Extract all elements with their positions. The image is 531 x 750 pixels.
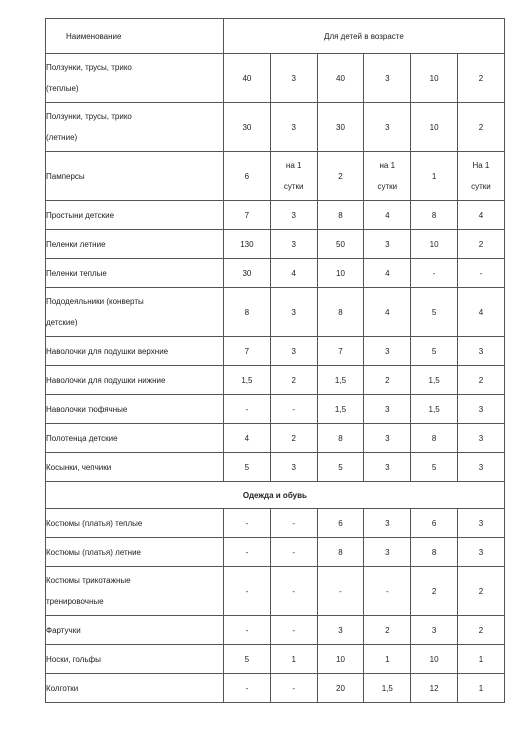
cell-text: - [245,547,249,557]
cell-text: 10 [336,268,345,278]
cell-text: Наволочки для подушки нижние [46,375,166,385]
cell-text: 6 [338,518,343,528]
item-name-cell [46,288,224,337]
table-row [46,424,505,453]
value-cell [224,424,271,453]
value-cell [224,453,271,482]
value-cell [317,230,364,259]
value-cell [364,288,411,337]
value-cell [364,54,411,103]
cell-text: 2 [478,239,484,249]
value-cell [364,395,411,424]
value-cell [457,54,504,103]
cell-text: - [479,268,483,278]
cell-text: 1 [478,683,484,693]
value-cell [270,366,317,395]
cell-text: 3 [385,404,390,414]
cell-text: 10 [429,654,439,664]
value-cell [224,616,271,645]
cell-text: Пеленки летние [46,239,106,249]
value-cell [317,645,364,674]
value-cell [317,288,364,337]
cell-text: - [292,683,296,693]
value-cell [457,366,504,395]
cell-text: 3 [291,307,296,317]
value-cell [270,674,317,703]
item-name-cell [46,230,224,259]
cell-text: Костюмы (платья) теплые [46,518,143,528]
item-name-cell [46,152,224,201]
table-row [46,567,505,616]
value-cell [317,509,364,538]
table-row [46,337,505,366]
value-cell [457,616,504,645]
cell-text: 2 [431,586,437,596]
value-cell [457,259,504,288]
value-cell [364,424,411,453]
value-cell [411,424,458,453]
value-cell [270,288,317,337]
value-cell [224,366,271,395]
cell-text: Носки, гольфы [46,654,101,664]
cell-text: 3 [291,462,296,472]
cell-text: 8 [338,210,343,220]
cell-text: 10 [336,654,345,664]
value-cell [224,645,271,674]
cell-text: - [292,586,296,596]
value-cell [457,103,504,152]
item-name-cell [46,645,224,674]
cell-text: 5 [338,462,343,472]
cell-text: 8 [431,433,437,443]
cell-text: 3 [385,73,390,83]
cell-text: 4 [385,210,390,220]
value-cell [317,259,364,288]
item-name-cell [46,395,224,424]
cell-text: - [432,268,436,278]
cell-text: 1,5 [241,375,253,385]
value-cell [317,152,364,201]
value-cell [364,230,411,259]
cell-text: - [292,518,296,528]
value-cell [224,395,271,424]
value-cell [270,54,317,103]
cell-text: 3 [385,547,390,557]
cell-text: 2 [478,625,484,635]
item-name-cell [46,54,224,103]
table-row [46,201,505,230]
value-cell [364,201,411,230]
value-cell [317,567,364,616]
cell-text: - [292,547,296,557]
value-cell [224,230,271,259]
value-cell [224,201,271,230]
value-cell [224,538,271,567]
value-cell [457,567,504,616]
cell-text: 4 [244,433,250,443]
value-cell [411,337,458,366]
cell-text: 6 [244,171,250,181]
cell-text: 3 [385,239,390,249]
cell-text: Костюмы (платья) летние [46,547,141,557]
cell-text: Пеленки теплые [46,268,107,278]
cell-text: 2 [478,73,484,83]
table-row [46,509,505,538]
cell-text: - [245,586,249,596]
value-cell [317,395,364,424]
table-row [46,645,505,674]
table-row [46,395,505,424]
table-row [46,674,505,703]
value-cell [317,453,364,482]
value-cell [364,538,411,567]
cell-text: 5 [244,462,250,472]
cell-text: 20 [336,683,345,693]
value-cell [457,509,504,538]
value-cell [364,152,411,201]
value-cell [317,674,364,703]
value-cell [317,103,364,152]
cell-text: 4 [478,210,484,220]
value-cell [364,337,411,366]
value-cell [457,453,504,482]
item-name-cell [46,567,224,616]
cell-text: 3 [478,547,484,557]
value-cell [411,567,458,616]
cell-text: Ползунки, трусы, трико [46,63,132,72]
cell-text: 2 [338,171,343,181]
cell-text: 7 [244,346,250,356]
cell-text: 50 [336,239,345,249]
cell-text: Косынки, чепчики [46,462,112,472]
cell-text: 5 [431,346,437,356]
cell-text: 3 [291,239,296,249]
cell-text: Костюмы трикотажные [46,576,131,585]
cell-text: (летние) [46,133,78,142]
item-name-cell [46,259,224,288]
cell-text: 1 [385,654,390,664]
cell-text: на 1 [285,161,302,170]
value-cell [270,616,317,645]
value-cell [364,674,411,703]
table-row [46,288,505,337]
cell-text: 3 [478,404,484,414]
cell-text: - [339,586,342,596]
value-cell [270,395,317,424]
item-name-cell [46,424,224,453]
table-row [46,366,505,395]
cell-text: Полотенца детские [46,433,118,443]
value-cell [457,538,504,567]
table-row [46,103,505,152]
value-cell [317,366,364,395]
cell-text: Простыни детские [46,210,115,220]
cell-text: 2 [291,433,296,443]
cell-text: тренировочные [46,597,104,606]
value-cell [364,645,411,674]
item-name-cell [46,366,224,395]
value-cell [411,509,458,538]
cell-text: 30 [336,122,345,132]
cell-text: 10 [429,73,439,83]
value-cell [364,366,411,395]
cell-text: 8 [431,547,437,557]
cell-text: 4 [385,307,390,317]
value-cell [411,453,458,482]
cell-text: 5 [244,654,250,664]
cell-text: 3 [385,518,390,528]
cell-text: 5 [431,307,437,317]
cell-text: 8 [338,307,343,317]
cell-text: 40 [336,73,345,83]
value-cell [411,645,458,674]
value-cell [317,424,364,453]
cell-text: 3 [385,122,390,132]
value-cell [270,509,317,538]
value-cell [317,54,364,103]
cell-text: 3 [431,625,437,635]
cell-text: 3 [291,210,296,220]
value-cell [411,616,458,645]
cell-text: 8 [338,547,343,557]
value-cell [411,366,458,395]
cell-text: 3 [385,346,390,356]
value-cell [270,259,317,288]
cell-text: 1,5 [381,683,393,693]
cell-text: 12 [429,683,439,693]
header-name: Наименование [46,19,224,54]
cell-text: 2 [478,375,484,385]
cell-text: детские) [46,318,78,327]
cell-text: 8 [431,210,437,220]
cell-text: сутки [283,182,304,191]
item-name-cell [46,337,224,366]
cell-text: 1,5 [428,404,440,414]
section-title: Одежда и обувь [46,482,505,509]
value-cell [457,645,504,674]
value-cell [411,152,458,201]
item-name-cell [46,103,224,152]
value-cell [270,424,317,453]
cell-text: 2 [478,586,484,596]
table-body [46,54,505,703]
cell-text: Пододеяльники (конверты [46,297,144,306]
table-header-row [46,19,505,54]
cell-text: 2 [385,625,390,635]
cell-text: 10 [429,122,439,132]
value-cell [317,201,364,230]
value-cell [317,538,364,567]
cell-text: 3 [291,346,296,356]
table-row [46,54,505,103]
item-name-cell [46,674,224,703]
cell-text: 40 [242,73,252,83]
value-cell [270,337,317,366]
cell-text: 6 [431,518,437,528]
table-row [46,259,505,288]
value-cell [270,645,317,674]
table-row [46,616,505,645]
value-cell [364,103,411,152]
cell-text: 3 [478,518,484,528]
cell-text: - [245,518,249,528]
section-row [46,482,505,509]
cell-text: 4 [478,307,484,317]
value-cell [364,509,411,538]
cell-text: 1,5 [428,375,440,385]
value-cell [457,288,504,337]
value-cell [224,54,271,103]
value-cell [411,674,458,703]
value-cell [270,230,317,259]
value-cell [224,674,271,703]
cell-text: 1 [478,654,484,664]
cell-text: - [292,404,296,414]
value-cell [457,424,504,453]
value-cell [224,288,271,337]
value-cell [270,567,317,616]
cell-text: 3 [291,73,296,83]
cell-text: 5 [431,462,437,472]
cell-text: 30 [242,268,252,278]
cell-text: 10 [429,239,439,249]
cell-text: Ползунки, трусы, трико [46,112,132,121]
cell-text: 3 [478,433,484,443]
value-cell [224,567,271,616]
cell-text: - [245,625,249,635]
value-cell [270,453,317,482]
cell-text: 4 [385,268,390,278]
value-cell [457,674,504,703]
value-cell [364,616,411,645]
cell-text: Фартучки [46,625,81,635]
value-cell [457,395,504,424]
value-cell [411,54,458,103]
item-name-cell [46,616,224,645]
cell-text: Наволочки для подушки верхние [46,346,169,356]
item-name-cell [46,509,224,538]
cell-text: 3 [291,122,296,132]
value-cell [317,616,364,645]
cell-text: сутки [377,182,398,191]
cell-text: на 1 [379,161,396,170]
cell-text: Памперсы [46,171,85,181]
cell-text: 1,5 [334,404,347,414]
table-row [46,230,505,259]
cell-text: 30 [242,122,252,132]
cell-text: 2 [291,375,296,385]
value-cell [270,538,317,567]
table-row [46,538,505,567]
cell-text: 1 [291,654,296,664]
value-cell [411,201,458,230]
table-row [46,453,505,482]
cell-text: 3 [385,433,390,443]
cell-text: 7 [244,210,250,220]
value-cell [270,152,317,201]
value-cell [457,152,504,201]
clothing-norms-table [45,18,505,703]
cell-text: Колготки [46,683,79,693]
cell-text: 1 [431,171,437,181]
value-cell [224,509,271,538]
cell-text: 7 [338,346,343,356]
cell-text: Наволочки тюфячные [46,404,128,414]
cell-text: - [385,586,389,596]
cell-text: - [245,404,249,414]
value-cell [270,201,317,230]
value-cell [224,103,271,152]
cell-text: - [245,683,249,693]
cell-text: 1,5 [334,375,347,385]
cell-text: 2 [478,122,484,132]
value-cell [270,103,317,152]
value-cell [224,152,271,201]
value-cell [364,259,411,288]
value-cell [364,453,411,482]
value-cell [457,337,504,366]
item-name-cell [46,538,224,567]
cell-text: 130 [240,239,254,249]
cell-text: сутки [471,182,491,191]
value-cell [457,201,504,230]
value-cell [224,259,271,288]
cell-text: 8 [338,433,343,443]
cell-text: 3 [478,462,484,472]
cell-text: - [292,625,296,635]
value-cell [364,567,411,616]
cell-text: (теплые) [46,84,79,93]
item-name-cell [46,453,224,482]
cell-text: 3 [478,346,484,356]
cell-text: 3 [385,462,390,472]
cell-text: 4 [291,268,296,278]
cell-text: 8 [244,307,250,317]
value-cell [411,230,458,259]
cell-text: 2 [385,375,390,385]
value-cell [224,337,271,366]
header-age-group: Для детей в возрасте [224,19,505,54]
value-cell [317,337,364,366]
value-cell [411,259,458,288]
table-row [46,152,505,201]
item-name-cell [46,201,224,230]
cell-text: 3 [338,625,343,635]
value-cell [411,538,458,567]
value-cell [411,288,458,337]
value-cell [457,230,504,259]
cell-text: На 1 [472,161,490,170]
value-cell [411,395,458,424]
value-cell [411,103,458,152]
